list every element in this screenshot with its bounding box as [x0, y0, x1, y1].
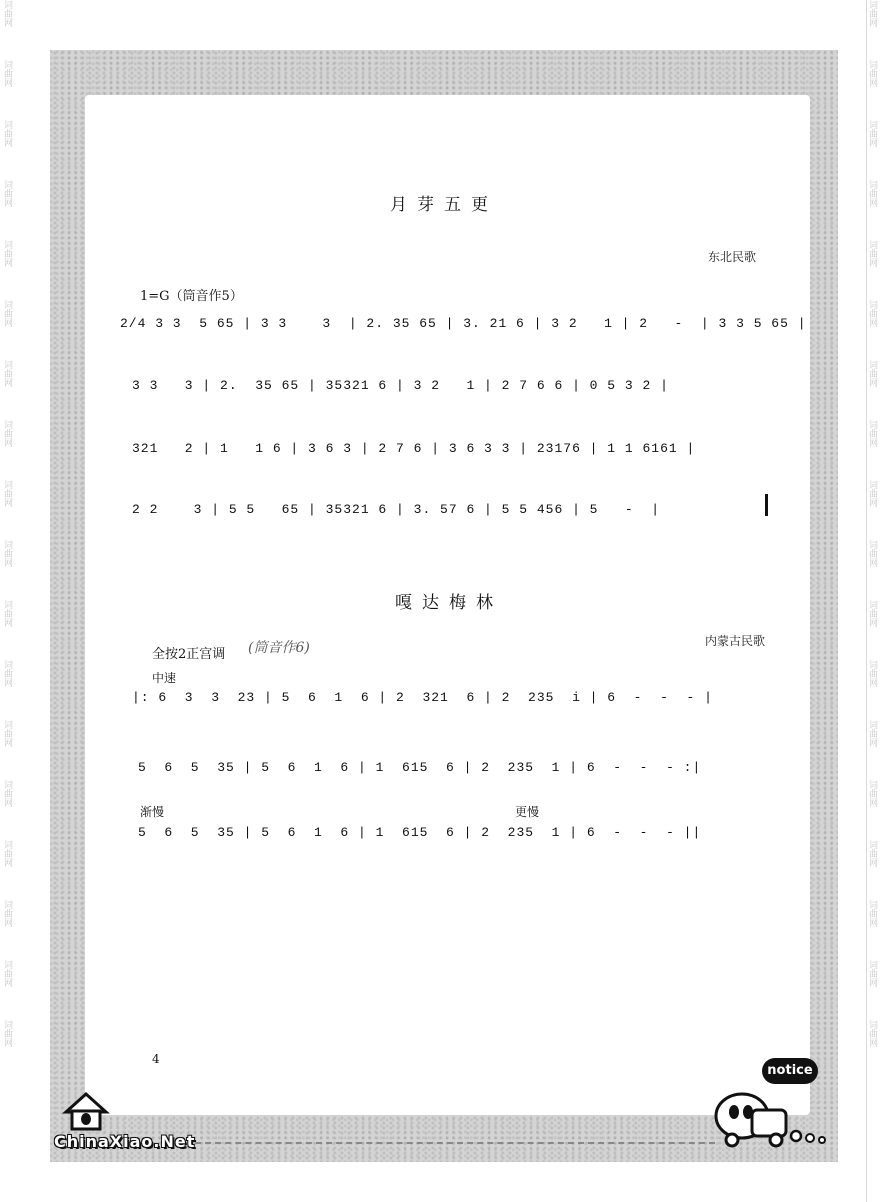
watermark-text: 词曲网	[2, 180, 12, 207]
song2-handwritten-note: (筒音作6)	[248, 640, 310, 656]
song1-line-1-notes: 2/4 3 3 5 65 | 3 3 3 | 2. 35 65 | 3. 21 6 | 3 2 1 | 2 - | 3 3 5 65 |	[120, 316, 807, 331]
watermark-column-left	[2, 0, 18, 1202]
song1-origin: 东北民歌	[708, 250, 757, 264]
watermark-text: 词曲网	[2, 540, 12, 567]
song1-line-2-notes: 3 3 3 | 2. 35 65 | 35321 6 | 3 2 1 | 2 7 6 6 | 0 5 3 2 |	[132, 378, 669, 393]
song2-origin: 内蒙古民歌	[705, 634, 766, 648]
song2-line-1-notes: |: 6 3 3 23 | 5 6 1 6 | 2 321 6 | 2 235 i | 6 - - - |	[132, 690, 713, 705]
song2-key: 全按2正宫调	[152, 647, 226, 662]
watermark-text: 词曲网	[867, 120, 877, 147]
watermark-text: 词曲网	[2, 240, 12, 267]
song1-line-2	[132, 378, 669, 402]
song2-tempo-3: 更慢	[515, 805, 540, 819]
watermark-text: 词曲网	[2, 840, 12, 867]
watermark-text: 词曲网	[2, 420, 12, 447]
song2-line-2-notes: 5 6 5 35 | 5 6 1 6 | 1 615 6 | 2 235 1 | 6 - - - :|	[138, 760, 702, 775]
house-icon	[62, 1092, 110, 1132]
watermark-text: 词曲网	[867, 960, 877, 987]
song2-line-2	[138, 760, 702, 784]
watermark-text: 词曲网	[867, 720, 877, 747]
watermark-text: 词曲网	[867, 1020, 877, 1047]
site-logo: ChinaXiao.Net	[54, 1132, 196, 1151]
watermark-text: 词曲网	[2, 660, 12, 687]
watermark-text: 词曲网	[867, 540, 877, 567]
watermark-text: 词曲网	[2, 900, 12, 927]
watermark-text: 词曲网	[2, 720, 12, 747]
watermark-text: 词曲网	[867, 900, 877, 927]
watermark-text: 词曲网	[2, 0, 12, 27]
watermark-text: 词曲网	[2, 60, 12, 87]
watermark-text: 词曲网	[867, 780, 877, 807]
watermark-text: 词曲网	[2, 120, 12, 147]
watermark-text: 词曲网	[2, 780, 12, 807]
watermark-text: 词曲网	[2, 360, 12, 387]
song2-line-3-notes: 5 6 5 35 | 5 6 1 6 | 1 615 6 | 2 235 1 | 6 - - - ||	[138, 825, 702, 840]
song1-title: 月芽五更	[390, 195, 498, 215]
song2-title: 嘎达梅林	[395, 593, 503, 613]
song1-line-4-notes: 2 2 3 | 5 5 65 | 35321 6 | 3. 57 6 | 5 5 456 | 5 - |	[132, 502, 661, 517]
watermark-text: 词曲网	[867, 360, 877, 387]
watermark-text: 词曲网	[2, 600, 12, 627]
song2-line-1	[132, 690, 713, 714]
watermark-text: 词曲网	[867, 240, 877, 267]
watermark-text: 词曲网	[867, 420, 877, 447]
watermark-text: 词曲网	[867, 600, 877, 627]
watermark-text: 词曲网	[2, 480, 12, 507]
watermark-text: 词曲网	[867, 660, 877, 687]
watermark-text: 词曲网	[867, 180, 877, 207]
page-number: 4	[152, 1052, 160, 1066]
watermark-text: 词曲网	[2, 1020, 12, 1047]
song2-line-3	[138, 825, 702, 849]
cartoon-car-icon	[712, 1080, 832, 1150]
song2-tempo-2: 渐慢	[140, 805, 165, 819]
footer-dashed-line	[195, 1142, 715, 1144]
watermark-text: 词曲网	[867, 840, 877, 867]
song1-line-1	[120, 316, 807, 340]
notice-badge: notice	[762, 1058, 818, 1084]
watermark-text: 词曲网	[867, 0, 877, 27]
watermark-text: 词曲网	[2, 300, 12, 327]
watermark-column-right	[866, 0, 883, 1202]
song1-line-3-notes: 321 2 | 1 1 6 | 3 6 3 | 2 7 6 | 3 6 3 3 | 23176 | 1 1 6161 |	[132, 441, 696, 456]
watermark-text: 词曲网	[867, 60, 877, 87]
song1-line-4	[132, 502, 661, 526]
song1-line-3	[132, 441, 696, 465]
song1-key: 1=G（筒音作5）	[140, 289, 243, 304]
song2-tempo-1: 中速	[152, 671, 177, 685]
song1-final-barline	[765, 494, 768, 516]
watermark-text: 词曲网	[867, 480, 877, 507]
watermark-text: 词曲网	[2, 960, 12, 987]
watermark-text: 词曲网	[867, 300, 877, 327]
